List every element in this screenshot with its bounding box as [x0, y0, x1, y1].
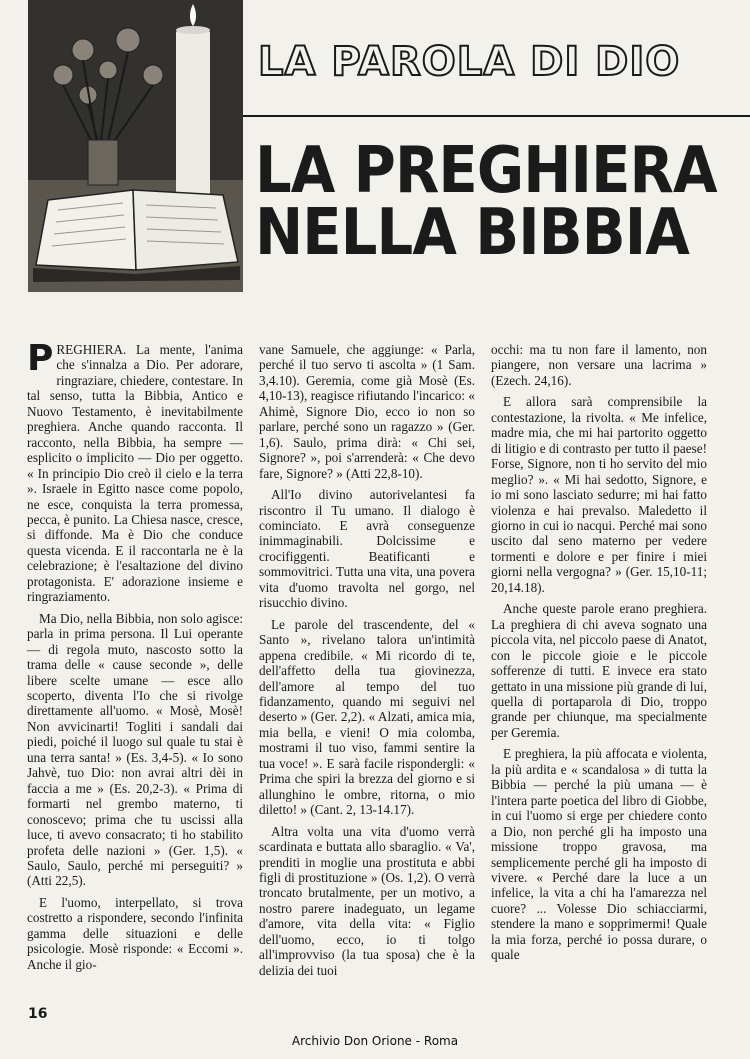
header-photo-candle-bible — [28, 0, 243, 292]
paragraph: PREGHIERA. La mente, l'anima che s'innalza a Dio. Per adorare, ringraziare, chiedere, contestare. In tal senso, tutta la Bibbia, Antico e Nuovo Testamento, è inevitabilmente preghiera. Anche quando racconta. Il racconto, nella Bibbia, ha sempre — esplicito o implicito — Dio per oggetto. « In principio Dio creò il cielo e la terra ». Israele in Egitto nasce come popolo, ne esce, conquista la terra promessa, pecca, è punito. La Chiesa nasce, cresce, si diffonde. Ma è Dio che conduce questa vicenda. E il raccontarla ne è la celebrazione; è l'esaltazione del divino protagonista. E' adorazione insieme e ringraziamento. — [27, 338, 243, 605]
text-column-3 — [491, 342, 707, 969]
paragraph: E allora sarà comprensibile la contestazione, la rivolta. « Me infelice, madre mia, che mi hai partorito oggetto di litigio e di contrasto per tutto il paese! Forse, Signore, non ti ho servito del mio meglio? ». « Mi hai sedotto, Signore, e io mi sono lasciato sedurre; mi hai fatto violenza e hai prevalso. Maledetto il giorno in cui io nacqui. Perché mai sono uscito dal seno materno per vedere tormenti e dolore e per finire i miei giorni nella vergogna? » (Ger. 15,10-11; 20,14.18). — [491, 394, 707, 595]
paragraph: E preghiera, la più affocata e violenta, la più ardita e « scandalosa » di tutta la Bibbia — perché la più umana — è l'intera parte poetica del libro di Giobbe, in cui l'uomo si erge per chiedere conto a Dio, non perché gli ha imposto una missione troppo gravosa, ma semplicemente perché gli ha imposto di vivere. « Perché dare la luce a un infelice, la vita a chi ha l'amarezza nel cuore? ... Volesse Dio schiacciarmi, stendere la mano e sopprimermi! Quale la mia forza, perché io possa durare, o quale — [491, 746, 707, 963]
candle-flowers-bible-illustration — [28, 0, 243, 292]
paragraph: Ma Dio, nella Bibbia, non solo agisce: parla in prima persona. Il Lui operante — di regola muto, nascosto sotto la trama delle « cause seconde », delle libere scelte umane — esce allo scoperto, diventa l'Io che si rivolge direttamente all'uomo. « Mosè, Mosè! Non avvicinarti! Togliti i sandali dai piedi, poiché il luogo sul quale tu stai è una terra santa! » (Es. 3,4-5). « Io sono Jahvè, tuo Dio: non avrai altri dèi in faccia a me » (Es. 20,2-3). « Prima di formarti nel grembo materno, ti conoscevo; prima che tu uscissi alla luce, ti avevo consacrato; ti ho stabilito profeta delle nazioni » (Ger. 1,5). « Saulo, Saulo, perché mi perseguiti? » (Atti 22,5). — [27, 610, 243, 889]
paragraph: E l'uomo, interpellato, si trova costretto a rispondere, secondo l'infinita gamma delle situazioni e delle psicologie. Mosè risponde: « Eccomi ». Anche il gio- — [27, 894, 243, 972]
page-number: 16 — [28, 1006, 48, 1022]
drop-cap: P — [27, 338, 54, 379]
article-title — [255, 134, 717, 270]
text-column-2 — [259, 342, 475, 984]
title-line-1: LA PREGHIERA — [255, 134, 717, 208]
paragraph: Le parole del trascendente, del « Santo », rivelano talora un'intimità appena credibile. « Mi ricordo di te, dell'affetto della tua giovinezza, dell'amore al tempo del tuo fidanzamento, quando mi seguivi nel deserto » (Ger. 2,2). « Alzati, amica mia, mia bella, e vieni! O mia colomba, mostrami il tuo viso, fammi sentire la tua voce! ». E sarà facile rispondergli: « Prima che spiri la brezza del giorno e si allunghino le ombre, ritorna, o mio diletto! » (Cant. 2, 13-14.17). — [259, 616, 475, 818]
paragraph: Anche queste parole erano preghiera. La preghiera di chi aveva sognato una piccola vita, nel piccolo paese di Anatot, con le piccole gioie e le piccole sofferenze di tutti. E invece era stato gettato in una missione più grande di lui, quella di portaparola di Dio, troppo grande per chiunque, ma specialmente per Geremia. — [491, 601, 707, 740]
paragraph: Altra volta una vita d'uomo verrà scardinata e buttata allo sbaraglio. « Va', prenditi in moglie una prostituta e abbi figli di prostituzione » (Os. 1,2). O verrà troncato brutalmente, per un motivo, a nostro parere inadeguato, un legame d'amore, vita della vita: « Figlio dell'uomo, ecco, io ti tolgo all'improvviso (la tua sposa) che è la delizia dei tuoi — [259, 823, 475, 978]
header-rule — [243, 115, 750, 117]
title-line-2: NELLA BIBBIA — [255, 196, 689, 270]
paragraph: vane Samuele, che aggiunge: « Parla, perché il tuo servo ti ascolta » (1 Sam. 3,4.10). Geremia, come già Mosè (Es. 4,10-13), reagisce rifiutando l'incarico: « Ahimè, Signore Dio, ecco io non so parlare, perché sono un ragazzo » (Ger. 1,6). Saulo, prima dirà: « Chi sei, Signore? », poi s'arrenderà: « Che devo fare, Signore? » (Atti 22,8-10). — [259, 342, 475, 481]
archive-footer: Archivio Don Orione - Roma — [291, 1034, 459, 1048]
text-column-1 — [27, 338, 243, 978]
paragraph: occhi: ma tu non fare il lamento, non piangere, non versare una lacrima » (Ezech. 24,16). — [491, 342, 707, 388]
paragraph: All'Io divino autorivelantesi fa riscontro il Tu umano. Il dialogo è cominciato. E avrà conseguenze inimmaginabili. Dolcissime e crocifiggenti. Beatificanti e sommovitrici. Tutta una vita, una povera vita d'uomo travolta nel gorgo, nel risucchio divino. — [259, 487, 475, 611]
section-kicker: LA PAROLA DI DIO — [258, 39, 681, 85]
